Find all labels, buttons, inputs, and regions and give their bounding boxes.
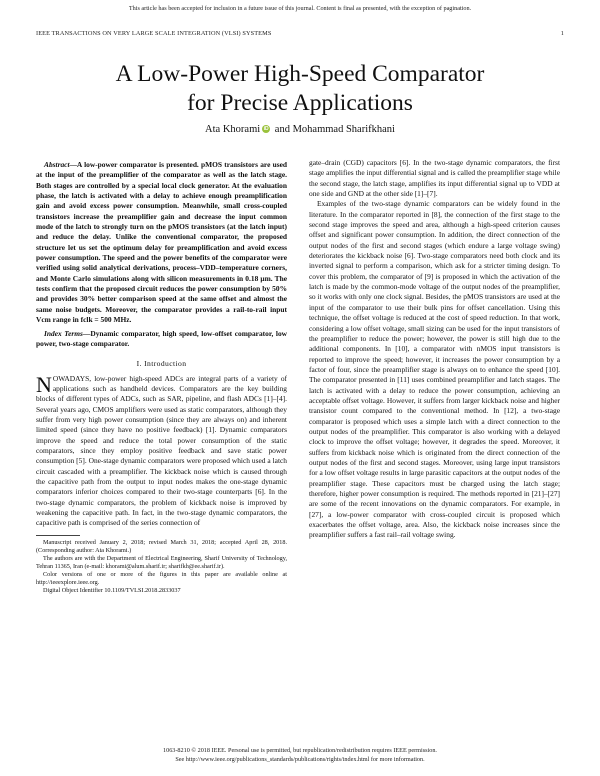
footnote-rule <box>36 535 80 536</box>
author-2: Mohammad Sharifkhani <box>292 124 395 135</box>
copyright-line: 1063-8210 © 2018 IEEE. Personal use is permitted, but republication/redistribution requires IEEE permission. <box>163 747 437 754</box>
title-line-1: A Low-Power High-Speed Comparator <box>115 61 485 87</box>
orcid-icon[interactable]: iD <box>263 126 269 132</box>
author-line <box>0 124 600 135</box>
author-conjunction: and <box>274 124 290 135</box>
page-number: 1 <box>560 30 564 37</box>
index-terms <box>36 329 287 350</box>
footnote-manuscript: Manuscript received January 2, 2018; revised March 31, 2018; accepted April 28, 2018. (Corresponding author: Ata Khorami.) <box>36 538 287 554</box>
footnote-doi: Digital Object Identifier 10.1109/TVLSI.2018.2833037 <box>43 587 181 595</box>
abstract-label: Abstract— <box>44 160 77 169</box>
index-terms-text: Dynamic comparator, high speed, low-offset comparator, low power, two-stage comparator. <box>36 328 288 348</box>
acceptance-notice: This article has been accepted for inclusion in a future issue of this journal. Content is final as presented, with the exception of pagination. <box>128 5 472 12</box>
right-paragraph-1: gate–drain (CGD) capacitors [6]. In the two-stage dynamic comparators, the first stage amplifies the input differential signal and is called the preamplifier stage while the second stage, the latch stage, amplifies its input differential signal up to VDD at one side and GND at the other side [1]–[7]. <box>309 158 560 199</box>
left-column <box>36 160 287 595</box>
intro-paragraph <box>36 371 287 529</box>
permissions-line: See http://www.ieee.org/publications_standards/publications/rights/index.html for more information. <box>175 755 425 763</box>
paper-title <box>0 60 600 118</box>
right-paragraph-2: Examples of the two-stage dynamic comparators can be widely found in the literature. In the comparator reported in [8], the connection of the first stage to the second stage improves the speed and area, although a high-speed criterion causes offset and significant power consumption. In addition, the direct connection of the output nodes of the first and second stages (which endure a large voltage swing) deteriorates the kickback noise [6]. Two-stage comparators need both clock and its inverted signal to perform a comparison, which ask for a stricter timing design. To cover this problem, the comparator of [9] is proposed in which the activation of the latch is made by the common-mode voltage of the output nodes of the preamplifier, so it works with only one clock signal. Besides, the pMOS transistors are used at the input of the comparator to use their bulk pins for offset cancellation. Using this technique, the offset voltage is reduced at the cost of speed reduction. In that work, considering a low offset voltage, small sizing can be used for the input transistors of the preamplifier to reduce the power; however, the power is still high due to the additional components. In [10], a comparator with nMOS input transistors is reported to improve the speed; however, it increases the power consumption by a factor of four, since the preamplifier stage is always on to enhance the speed [10]. The comparator presented in [11] uses combined preamplifier and latch stages. The latch is activated with a delay to reduce the power consumption, achieving an acceptable offset voltage. However, it suffers from larger kickback noise and higher transistor count compared to the conventional method. In [12], a two-stage comparator is proposed which uses a simple latch with a direct connection to the output nodes of the preamplifier. This comparator is also working with a delayed clock to improve the offset voltage; however, it degrades the speed. Moreover, it suffers from kickback noise which is originated from the direct connection of the output nodes of the first and second stages. Moreover, using large input transistors for a low offset voltage results in large parasitic capacitors at the output nodes of the preamplifier stage. These capacitors must be charged using the latch stage; therefore, higher power consumption is required. The methods reported in [21]–[27] are some of the recent innovations on the dynamic comparators. For example, in [27], a low-power comparator with cross-coupled circuit is proposed which exacerbates the offset voltage, area. Also, the kickback noise increases since the preamplifier suffers a fast rail–rail voltage swing. <box>309 199 560 540</box>
footnote-color: Color versions of one or more of the figures in this paper are available online at http://ieeexplore.ieee.org. <box>36 571 287 587</box>
index-terms-label: Index Terms— <box>44 328 91 338</box>
author-1: Ata Khorami <box>205 124 261 135</box>
footnote-affiliation: The authors are with the Department of Electrical Engineering, Sharif University of Technology, Tehran 11365, Iran (e-mail: khorami@alum.sharif.ir; sharifkh@ee.sharif.ir). <box>36 554 287 570</box>
drop-cap: N <box>36 371 52 397</box>
section-heading-introduction: I. Introduction <box>136 359 187 369</box>
right-column <box>309 158 560 541</box>
title-line-2: for Precise Applications <box>187 90 413 116</box>
abstract <box>36 160 287 326</box>
abstract-text: A low-power comparator is presented. pMOS transistors are used at the input of the preamplifier of the comparator as well as the latch stage. Both stages are controlled by a special local clock generator. At the evaluation phase, the latch is activated with a delay to achieve enough preamplification gain and avoid excess power consumption. Meanwhile, small cross-coupled transistors increase the preamplifier gain and decrease the input common mode of the latch to strongly turn on the pMOS transistors (at the latch input) and reduce the delay. Unlike the conventional comparator, the proposed structure let us set the optimum delay for preamplification and avoid excess power consumption. The speed and the power benefits of the comparator were verified using solid analytical derivations, process–VDD–temperature corners, and Monte Carlo simulations along with silicon measurements in 0.18 μm. The tests confirm that the proposed circuit reduces the power consumption by 50% and provides 30% better comparison speed at the same offset and almost the same noise budgets. Moreover, the comparator provides a rail-to-rail input Vcm range in fclk = 500 MHz. <box>36 160 287 325</box>
intro-text: OWADAYS, low-power high-speed ADCs are integral parts of a variety of applications such as handheld devices. Comparators are the key building blocks of different types of ADCs, such as SAR, pipeline, and flash ADCs [1]–[4]. Several years ago, CMOS amplifiers were used as static comparators, although they suffer from very high power consumption (since they are always on) and inherent limited speed (since they have no positive feedback) [1]. Dynamic comparators improve the speed and reduce the total power consumption of the static comparators, since they employ positive feedback and save static power consumption [5]. One-stage dynamic comparators were proposed which used a latch circuit cascaded with a preamplifier. The kickback noise which is caused through the capacitive path from the output to input nodes makes the one-stage dynamic comparators inferior choices compared to their two-stage counterparts [6]. In the two-stage dynamic comparators, the problem of kickback noise is improved by weakening the capacitive path. In fact, in the two-stage dynamic comparators, the capacitive path is comprised of the series connection of <box>36 373 287 528</box>
running-header <box>36 30 564 37</box>
journal-name: IEEE TRANSACTIONS ON VERY LARGE SCALE INTEGRATION (VLSI) SYSTEMS <box>36 30 272 37</box>
copyright-footer <box>0 747 600 764</box>
